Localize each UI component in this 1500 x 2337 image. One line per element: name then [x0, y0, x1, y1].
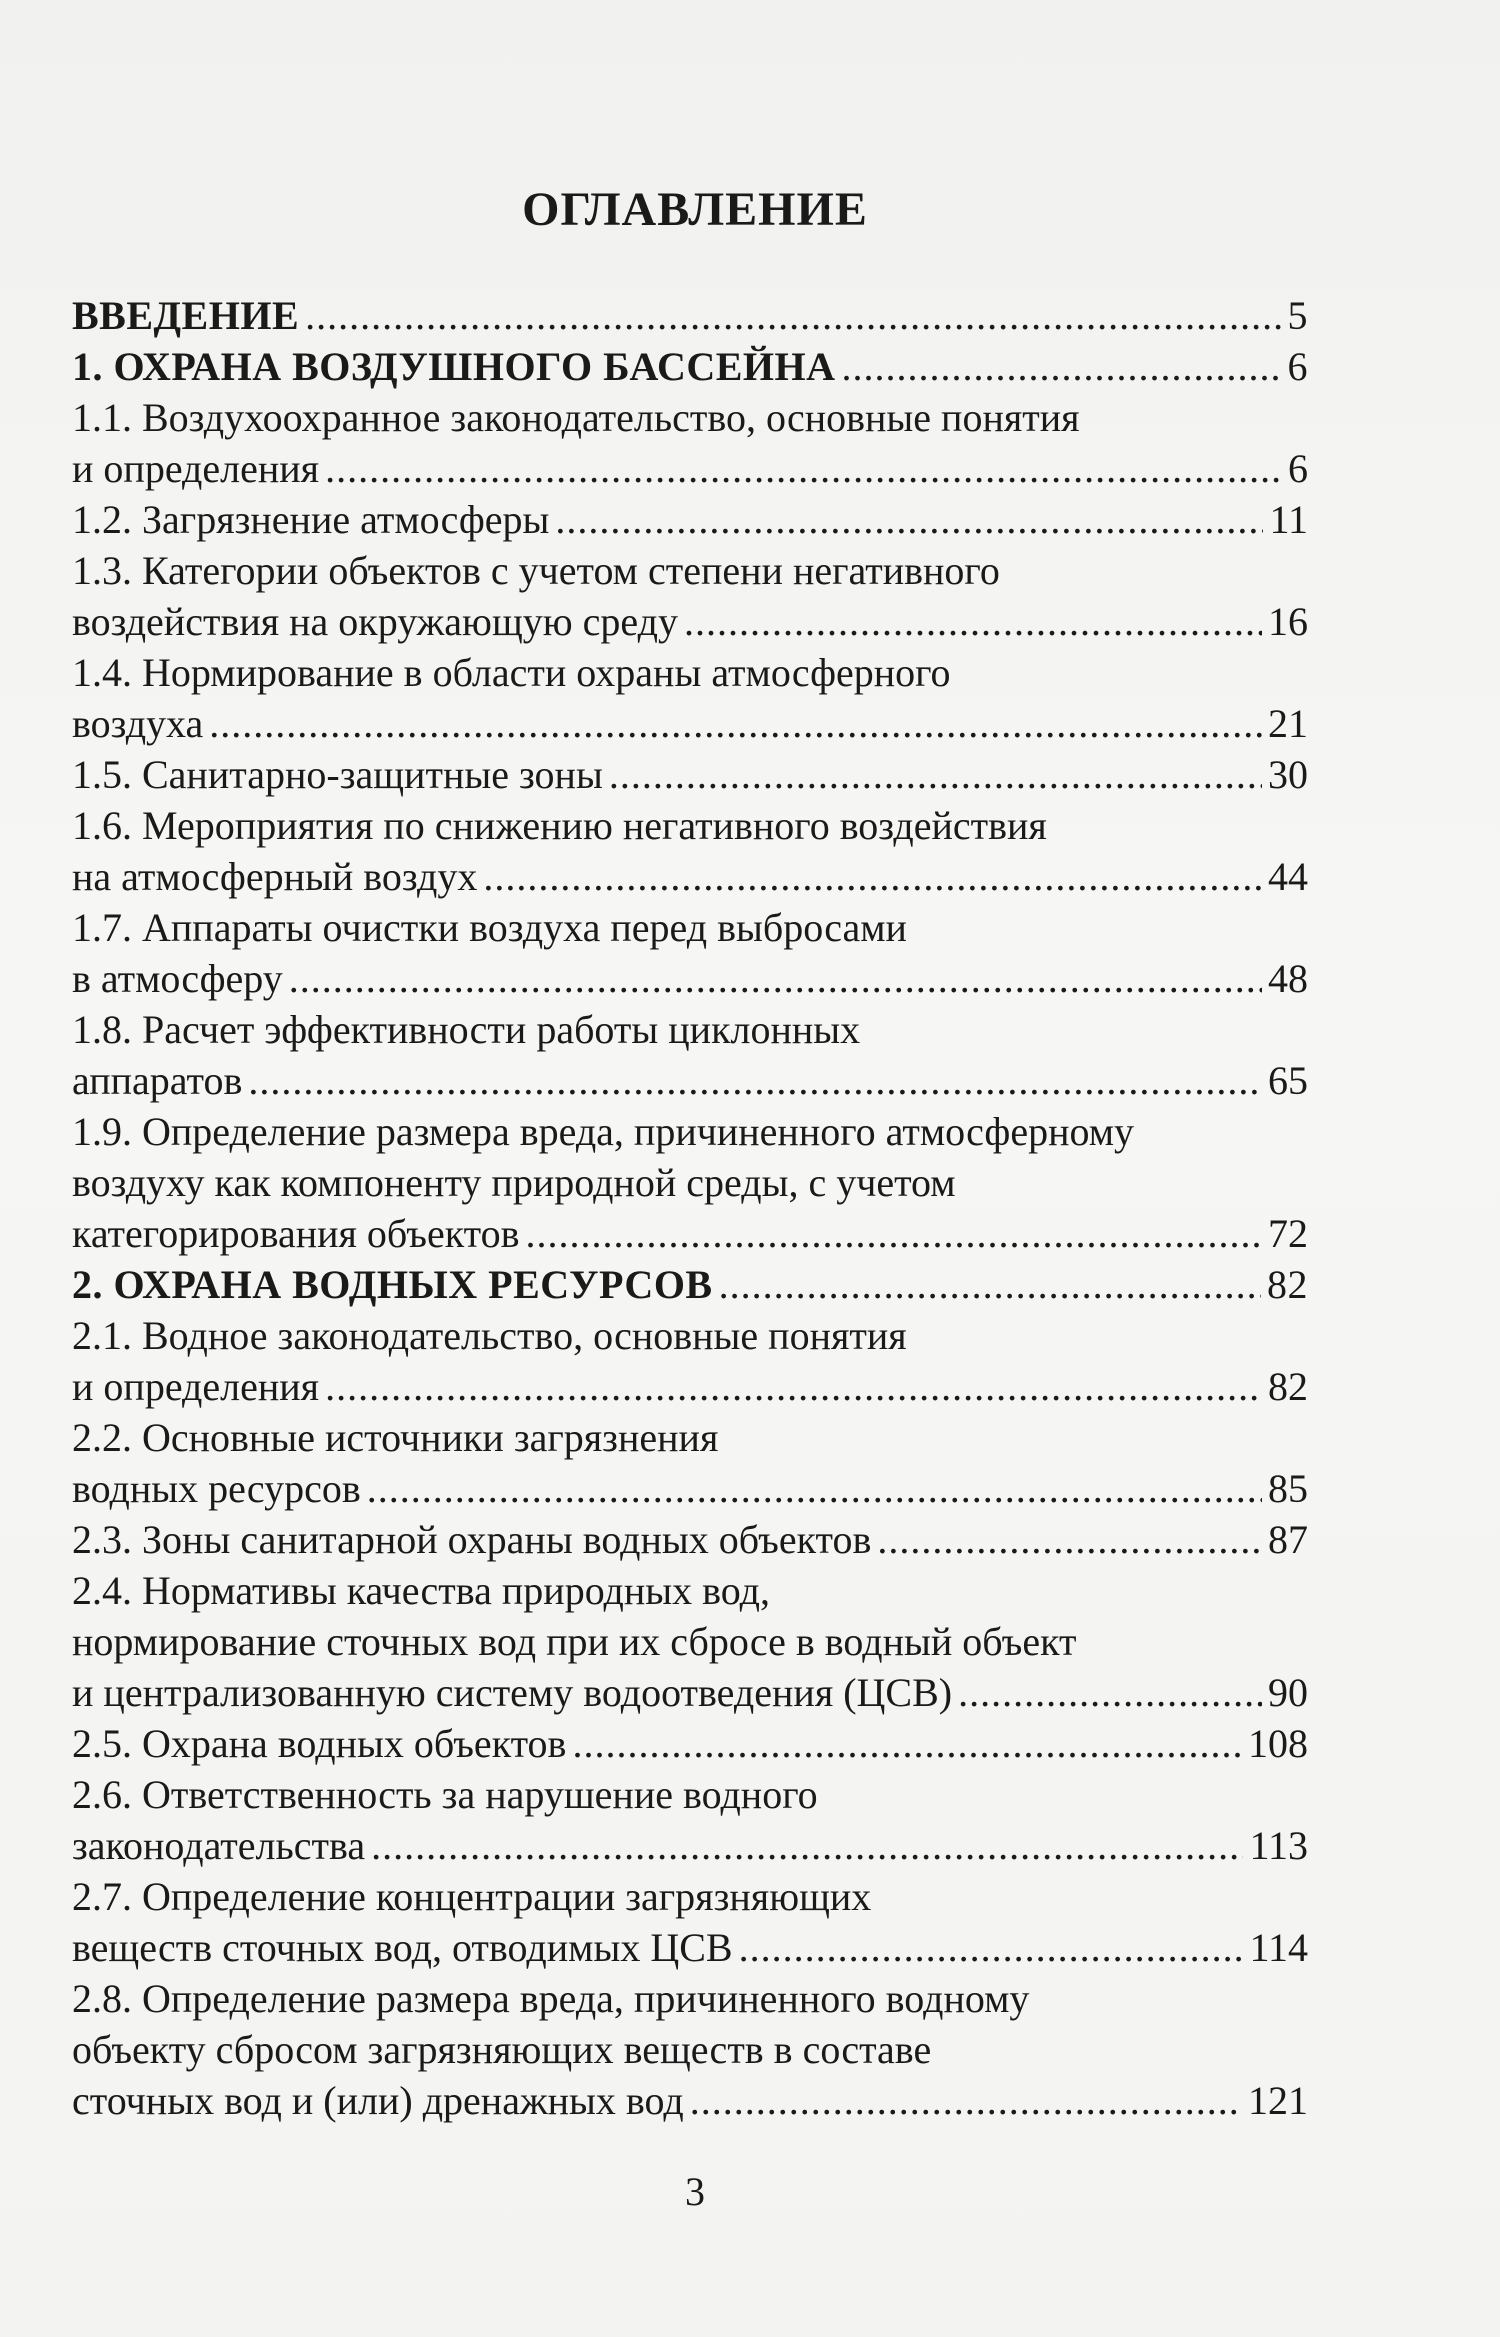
toc-page-number: 114 — [1249, 1925, 1308, 1970]
toc-entry — [72, 494, 1308, 545]
toc-entry — [72, 392, 1308, 494]
toc-entry-line — [72, 1667, 1308, 1718]
toc-entry-title: 2.5. Охрана водных объектов — [72, 1721, 567, 1766]
toc-entry-title: 1.3. Категории объектов с учетом степени негативного — [72, 548, 1000, 593]
dot-leader — [719, 1259, 1261, 1310]
toc-entry-line — [72, 1208, 1308, 1259]
toc-entry-title: законодательства — [72, 1823, 366, 1868]
toc-page-number: 72 — [1268, 1211, 1308, 1256]
toc-entry — [72, 1004, 1308, 1106]
toc-entry-line — [72, 1514, 1308, 1565]
toc-entry-line — [72, 1463, 1308, 1514]
toc-page-number: 6 — [1287, 344, 1308, 389]
toc-page-number: 82 — [1268, 1364, 1308, 1409]
toc-entry — [72, 1310, 1308, 1412]
toc-entry-title: воздуху как компоненту природной среды, с учетом — [72, 1160, 956, 1205]
dot-leader — [842, 341, 1282, 392]
page-number: 3 — [685, 2169, 705, 2214]
dot-leader — [572, 1718, 1242, 1769]
toc-page-number: 44 — [1268, 854, 1308, 899]
dot-leader — [483, 851, 1262, 902]
toc-entry-line — [72, 647, 1308, 698]
toc-entry — [72, 1871, 1308, 1973]
toc-page-number: 85 — [1268, 1466, 1308, 1511]
toc-entry-line — [72, 596, 1308, 647]
toc-entry — [72, 1769, 1308, 1871]
dot-leader — [690, 2075, 1242, 2126]
toc-entry — [72, 545, 1308, 647]
toc-entry — [72, 290, 1308, 341]
dot-leader — [877, 1514, 1262, 1565]
dot-leader — [684, 596, 1262, 647]
toc-page-number: 121 — [1248, 2078, 1308, 2123]
dot-leader — [305, 290, 1281, 341]
toc-entry-title: 1.5. Санитарно-защитные зоны — [72, 752, 603, 797]
toc-entry — [72, 800, 1308, 902]
toc-entry-line — [72, 341, 1308, 392]
toc-entry — [72, 1718, 1308, 1769]
toc-entry-line — [72, 1259, 1308, 1310]
dot-leader — [325, 443, 1282, 494]
toc-entry-title: 1.9. Определение размера вреда, причиненного атмосферному — [72, 1109, 1135, 1154]
toc-page-number: 30 — [1268, 752, 1308, 797]
toc-entry-title: воздуха — [72, 701, 204, 746]
toc-entry-title: водных ресурсов — [72, 1466, 361, 1511]
toc-page-number: 87 — [1268, 1517, 1308, 1562]
toc-entry — [72, 1565, 1308, 1718]
toc-entry-title: 1.2. Загрязнение атмосферы — [72, 497, 550, 542]
toc-entry-title: 1.8. Расчет эффективности работы циклонных — [72, 1007, 861, 1052]
toc-page-number: 113 — [1249, 1823, 1308, 1868]
toc-entry-title: 2.4. Нормативы качества природных вод, — [72, 1568, 770, 1613]
toc-entry-title: 1. ОХРАНА ВОЗДУШНОГО БАССЕЙНА — [72, 344, 836, 389]
toc-entry-line — [72, 1106, 1308, 1157]
toc-entry-title: аппаратов — [72, 1058, 243, 1103]
toc-page-number: 65 — [1268, 1058, 1308, 1103]
toc-entry — [72, 1514, 1308, 1565]
toc-entry — [72, 902, 1308, 1004]
toc-entry-title: и централизованную систему водоотведения (ЦСВ) — [72, 1670, 953, 1715]
toc-entry-title: веществ сточных вод, отводимых ЦСВ — [72, 1925, 733, 1970]
toc-entry-line — [72, 2024, 1308, 2075]
toc-entry-line — [72, 1565, 1308, 1616]
toc-page-number: 108 — [1248, 1721, 1308, 1766]
toc-entry — [72, 647, 1308, 749]
toc-page-number: 90 — [1268, 1670, 1308, 1715]
toc-entry-title: и определения — [72, 446, 320, 491]
dot-leader — [739, 1922, 1244, 1973]
toc-entry-title: 2.8. Определение размера вреда, причиненного водному — [72, 1976, 1030, 2021]
toc-entry-title: 1.7. Аппараты очистки воздуха перед выбросами — [72, 905, 907, 950]
toc-entry-line — [72, 953, 1308, 1004]
dot-leader — [289, 953, 1262, 1004]
toc-entry-line — [72, 1055, 1308, 1106]
dot-leader — [371, 1820, 1243, 1871]
toc-entry-line — [72, 494, 1308, 545]
dot-leader — [248, 1055, 1262, 1106]
toc-entry-line — [72, 443, 1308, 494]
page-title: ОГЛАВЛЕНИЕ — [522, 183, 868, 236]
toc-entry-title: 2.1. Водное законодательство, основные понятия — [72, 1313, 907, 1358]
toc-entry-line — [72, 902, 1308, 953]
toc-entry — [72, 749, 1308, 800]
toc-entry-line — [72, 1157, 1308, 1208]
toc-page-number: 5 — [1287, 293, 1308, 338]
dot-leader — [325, 1361, 1262, 1412]
toc-entry — [72, 341, 1308, 392]
toc-entry-line — [72, 1616, 1308, 1667]
toc-entry-line — [72, 1004, 1308, 1055]
toc-entry-line — [72, 1412, 1308, 1463]
toc-entry-title: 1.1. Воздухоохранное законодательство, основные понятия — [72, 395, 1080, 440]
toc-entry — [72, 1106, 1308, 1259]
dot-leader — [958, 1667, 1262, 1718]
toc-entry-line — [72, 1361, 1308, 1412]
toc-page-number: 6 — [1288, 446, 1308, 491]
toc-entry-title: в атмосферу — [72, 956, 283, 1001]
toc-entry-line — [72, 800, 1308, 851]
toc-entry-line — [72, 1769, 1308, 1820]
dot-leader — [555, 494, 1263, 545]
toc-entry-line — [72, 1922, 1308, 1973]
toc-entry — [72, 1973, 1308, 2126]
dot-leader — [367, 1463, 1262, 1514]
toc-entry — [72, 1259, 1308, 1310]
table-of-contents — [72, 290, 1308, 2126]
toc-entry-title: нормирование сточных вод при их сбросе в водный объект — [72, 1619, 1077, 1664]
toc-entry-title: 2.2. Основные источники загрязнения — [72, 1415, 719, 1460]
toc-entry-line — [72, 698, 1308, 749]
dot-leader — [525, 1208, 1262, 1259]
toc-entry-line — [72, 1310, 1308, 1361]
dot-leader — [209, 698, 1262, 749]
toc-entry-line — [72, 749, 1308, 800]
toc-entry-line — [72, 851, 1308, 902]
toc-entry-title: 2. ОХРАНА ВОДНЫХ РЕСУРСОВ — [72, 1262, 713, 1307]
toc-entry-line — [72, 392, 1308, 443]
toc-page-number: 21 — [1268, 701, 1308, 746]
toc-entry-line — [72, 1871, 1308, 1922]
toc-entry-title: ВВЕДЕНИЕ — [72, 293, 300, 338]
toc-page-number: 48 — [1268, 956, 1308, 1001]
toc-entry-title: 2.7. Определение концентрации загрязняющих — [72, 1874, 872, 1919]
toc-entry-line — [72, 1718, 1308, 1769]
toc-entry-line — [72, 1973, 1308, 2024]
toc-entry-title: 1.4. Нормирование в области охраны атмосферного — [72, 650, 951, 695]
toc-entry-line — [72, 545, 1308, 596]
toc-entry-line — [72, 1820, 1308, 1871]
toc-entry-title: и определения — [72, 1364, 320, 1409]
dot-leader — [609, 749, 1262, 800]
toc-page-number: 11 — [1269, 497, 1308, 542]
toc-entry — [72, 1412, 1308, 1514]
toc-entry-title: объекту сбросом загрязняющих веществ в составе — [72, 2027, 932, 2072]
toc-entry-line — [72, 290, 1308, 341]
toc-entry-title: сточных вод и (или) дренажных вод — [72, 2078, 684, 2123]
toc-entry-title: категорирования объектов — [72, 1211, 520, 1256]
toc-page-number: 16 — [1268, 599, 1308, 644]
toc-entry-title: 2.6. Ответственность за нарушение водного — [72, 1772, 818, 1817]
toc-entry-title: на атмосферный воздух — [72, 854, 478, 899]
toc-entry-title: 2.3. Зоны санитарной охраны водных объектов — [72, 1517, 872, 1562]
toc-entry-title: 1.6. Мероприятия по снижению негативного воздействия — [72, 803, 1047, 848]
toc-entry-line — [72, 2075, 1308, 2126]
toc-page-number: 82 — [1267, 1262, 1308, 1307]
toc-entry-title: воздействия на окружающую среду — [72, 599, 678, 644]
